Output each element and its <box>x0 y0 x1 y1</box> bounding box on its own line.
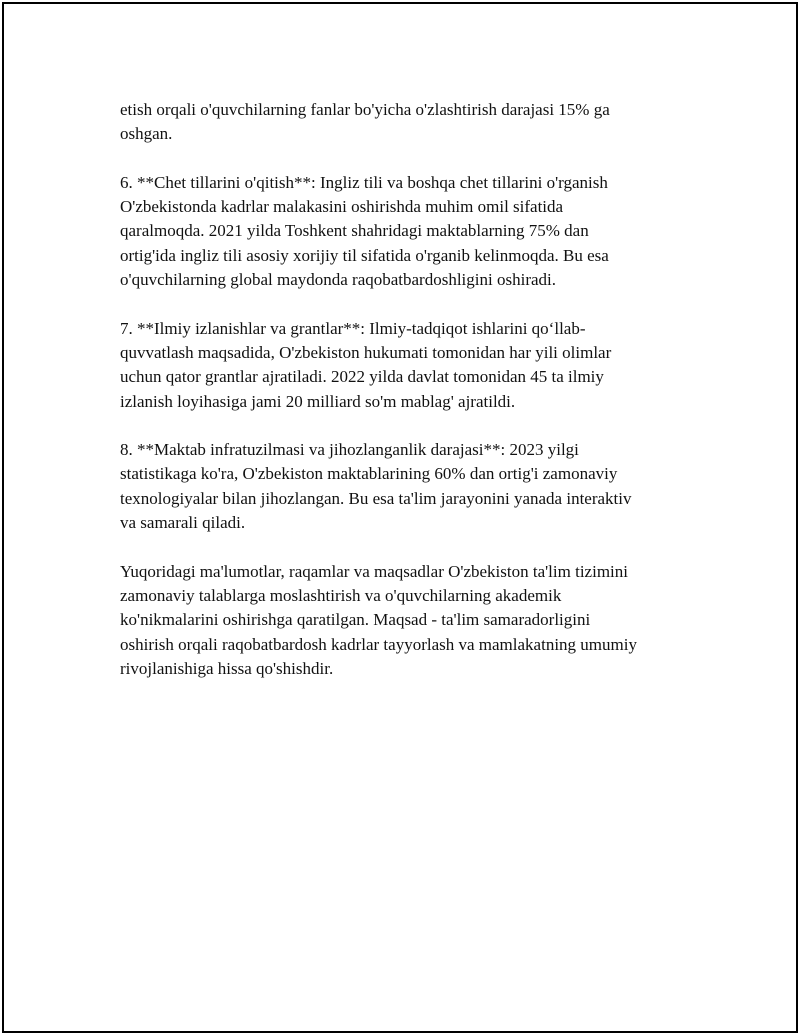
document-body <box>120 98 700 705</box>
page-frame <box>2 2 798 1033</box>
paragraph-foreign-languages: 6. **Chet tillarini o'qitish**: Ingliz tili va boshqa chet tillarini o'rganish O'zbekistonda kadrlar malakasini oshirishda muhim omil sifatida qaralmoqda. 2021 yilda Toshkent shahridagi maktablarning 75% dan ortig'ida ingliz tili asosiy xorijiy til sifatida o'rganib kelinmoqda. Bu esa o'quvchilarning global maydonda raqobatbardoshligini oshiradi. <box>120 172 609 290</box>
paragraph-research-grants: 7. **Ilmiy izlanishlar va grantlar**: Ilmiy-tadqiqot ishlarini qo‘llab- quvvatlash maqsadida, O'zbekiston hukumati tomonidan har yili olimlar uchun qator grantlar ajratiladi. 2022 yilda davlat tomonidan 45 ta ilmiy izlanish loyihasiga jami 20 milliard so'm mablag' ajratildi. <box>120 318 612 411</box>
paragraph-conclusion: Yuqoridagi ma'lumotlar, raqamlar va maqsadlar O'zbekiston ta'lim tizimini zamonaviy talablarga moslashtirish va o'quvchilarning akademik ko'nikmalarini oshirishga qaratilgan. Maqsad - ta'lim samaradorligini oshirish orqali raqobatbardosh kadrlar tayyorlash va mamlakatning umumiy rivojlanishiga hissa qo'shishdir. <box>120 561 637 678</box>
paragraph-school-infrastructure: 8. **Maktab infratuzilmasi va jihozlanganlik darajasi**: 2023 yilgi statistikaga ko'ra, O'zbekiston maktablarining 60% dan ortig'i zamonaviy texnologiyalar bilan jihozlangan. Bu esa ta'lim jarayonini yanada interaktiv va samarali qiladi. <box>120 440 632 533</box>
paragraph-continuation: etish orqali o'quvchilarning fanlar bo'yicha o'zlashtirish darajasi 15% ga oshgan. <box>120 100 610 144</box>
